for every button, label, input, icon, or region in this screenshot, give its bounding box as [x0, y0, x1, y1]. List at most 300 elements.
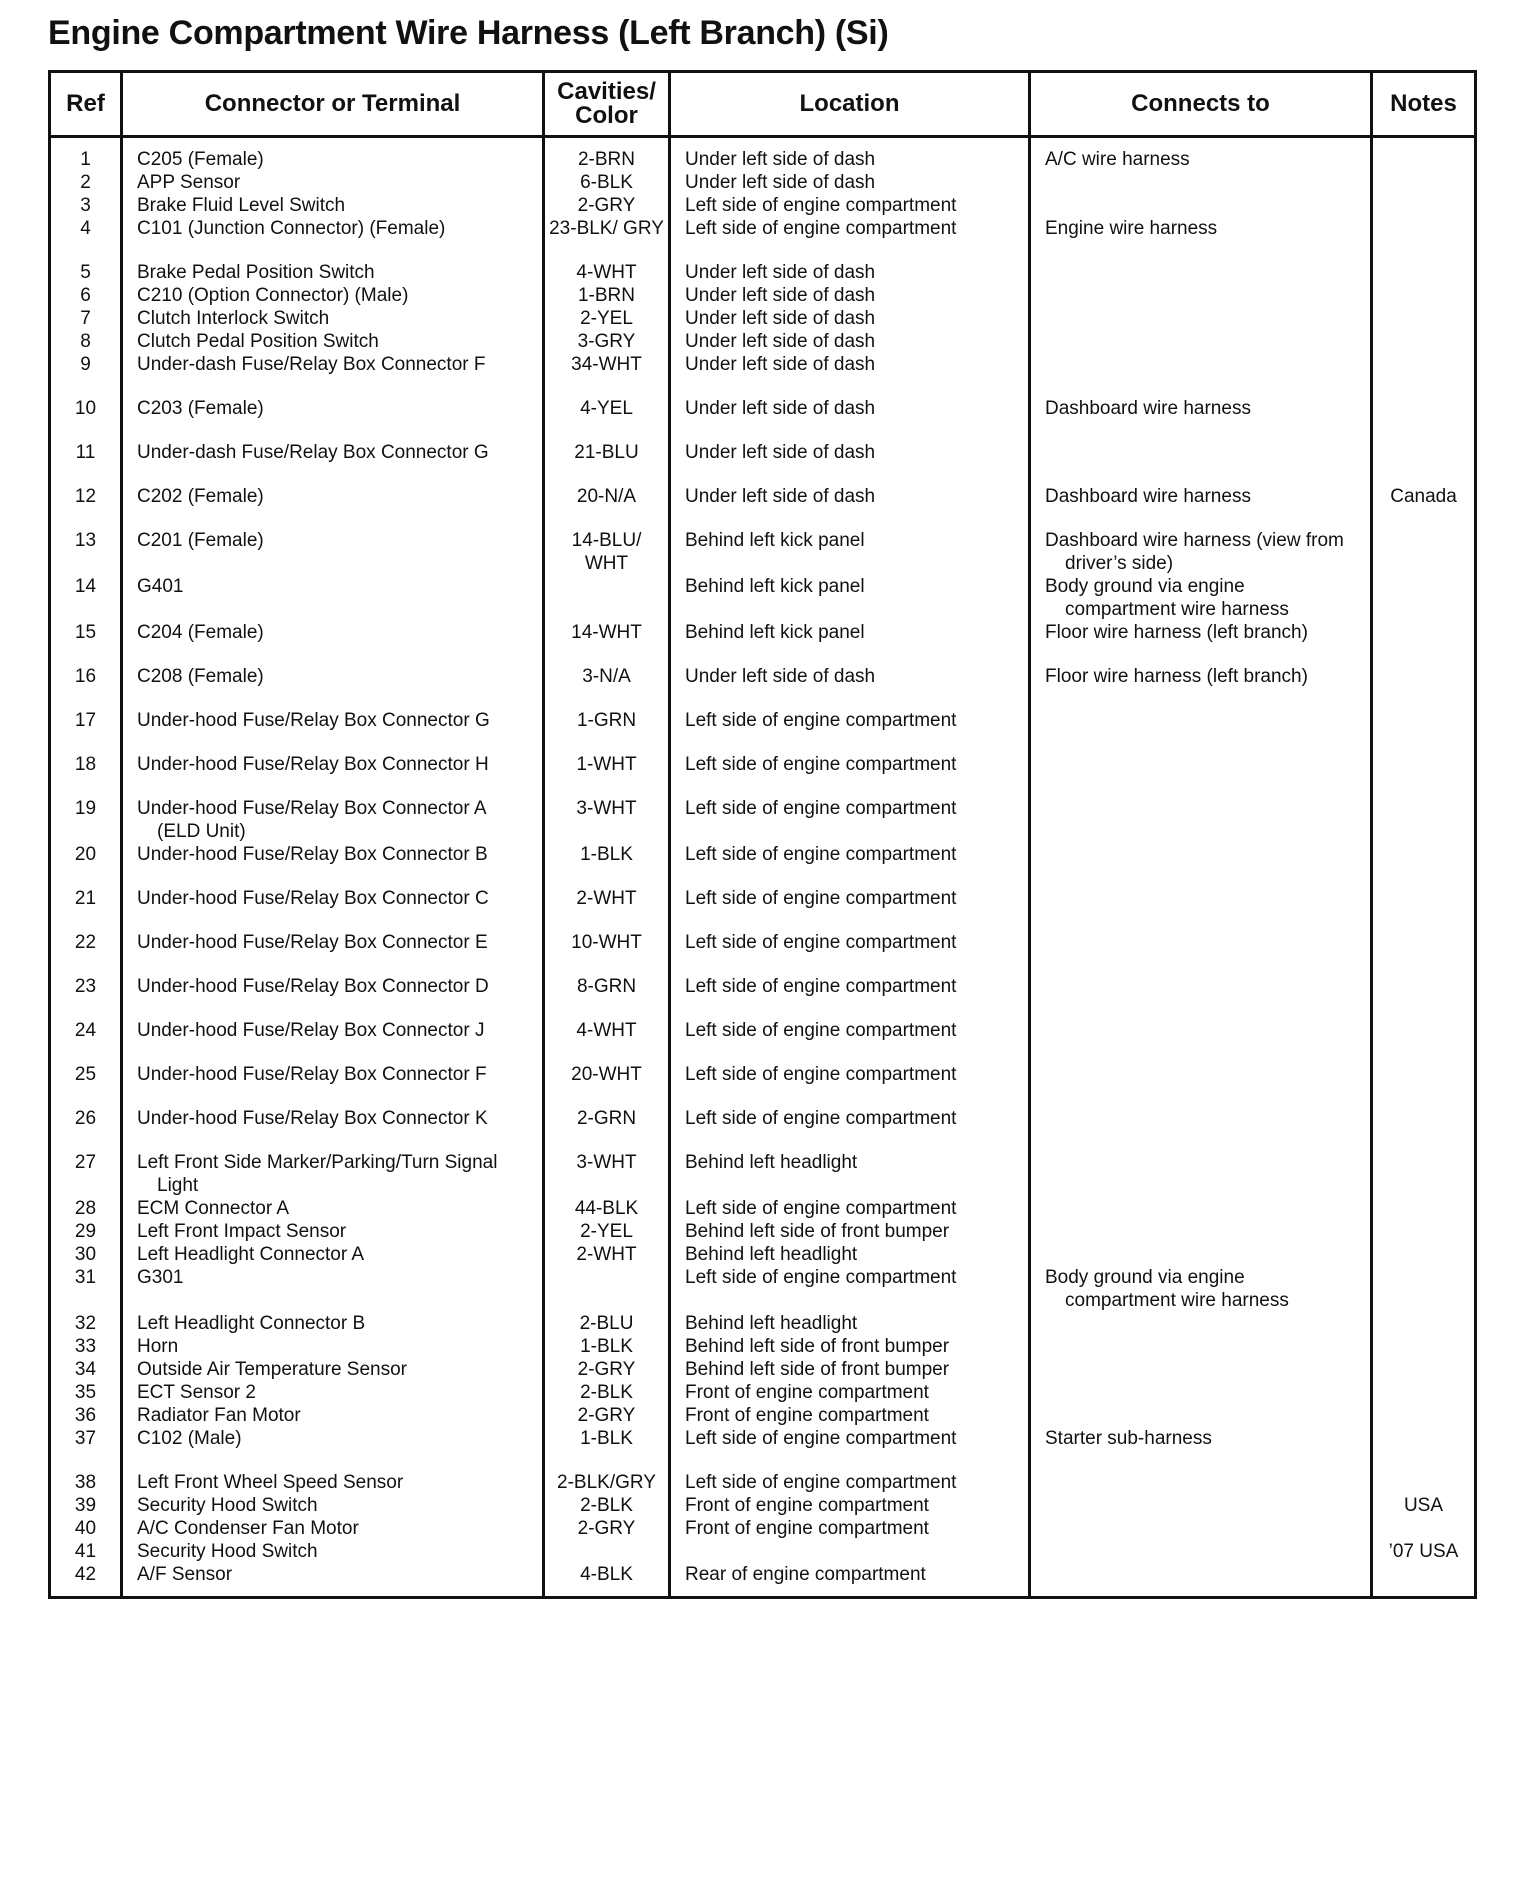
connects-to-text-continued: driver’s side)	[1065, 553, 1174, 574]
table-row	[50, 1243, 1476, 1266]
table-row	[50, 397, 1476, 441]
connector-name: C205 (Female)	[137, 149, 264, 170]
cell-connects-to	[1030, 1494, 1372, 1517]
cell-ref: 34	[50, 1358, 122, 1381]
table-row	[50, 261, 1476, 284]
cell-connects-to	[1030, 1063, 1372, 1107]
cell-location: Behind left side of front bumper	[670, 1358, 1030, 1381]
cell-ref: 42	[50, 1563, 122, 1586]
cell-location: Under left side of dash	[670, 441, 1030, 485]
cell-notes	[1372, 887, 1476, 931]
column-header-ref: Ref	[50, 72, 122, 137]
cell-location: Left side of engine compartment	[670, 1063, 1030, 1107]
cell-cavities-color: 14-BLU/ WHT	[544, 529, 670, 575]
cell-connector	[122, 1220, 544, 1243]
cell-notes	[1372, 975, 1476, 1019]
cell-notes	[1372, 1471, 1476, 1494]
cell-connects-to	[1030, 217, 1372, 261]
cell-ref: 24	[50, 1019, 122, 1063]
cell-connector	[122, 1335, 544, 1358]
connector-name: C202 (Female)	[137, 486, 264, 507]
page-title: Engine Compartment Wire Harness (Left Branch) (Si)	[48, 14, 889, 52]
cell-location: Left side of engine compartment	[670, 887, 1030, 931]
table-row	[50, 1220, 1476, 1243]
cell-cavities-color: 2-WHT	[544, 887, 670, 931]
connector-name: Under-hood Fuse/Relay Box Connector D	[137, 976, 489, 997]
cell-notes	[1372, 1404, 1476, 1427]
cell-notes	[1372, 217, 1476, 261]
connector-name: Under-hood Fuse/Relay Box Connector B	[137, 844, 488, 865]
connector-name-continued: (ELD Unit)	[157, 821, 246, 842]
cell-notes: ’07 USA	[1372, 1540, 1476, 1563]
cell-notes	[1372, 529, 1476, 575]
cell-connector	[122, 797, 544, 843]
cell-connector	[122, 575, 544, 621]
table-row	[50, 1381, 1476, 1404]
table-row	[50, 485, 1476, 529]
cell-connects-to	[1030, 753, 1372, 797]
cell-ref: 31	[50, 1266, 122, 1312]
cell-connector	[122, 665, 544, 709]
table-row	[50, 1151, 1476, 1197]
table-row	[50, 1266, 1476, 1312]
cell-notes	[1372, 1063, 1476, 1107]
cell-cavities-color: 10-WHT	[544, 931, 670, 975]
table-row	[50, 709, 1476, 753]
connector-name: G301	[137, 1267, 184, 1288]
cell-notes	[1372, 284, 1476, 307]
table-row	[50, 975, 1476, 1019]
cell-ref: 13	[50, 529, 122, 575]
column-header-notes: Notes	[1372, 72, 1476, 137]
table-row	[50, 1563, 1476, 1586]
cell-connects-to	[1030, 1381, 1372, 1404]
table-row	[50, 307, 1476, 330]
cell-notes	[1372, 148, 1476, 171]
cell-ref: 11	[50, 441, 122, 485]
connector-name: C201 (Female)	[137, 530, 264, 551]
table-row	[50, 529, 1476, 575]
cell-location: Under left side of dash	[670, 307, 1030, 330]
cell-connects-to	[1030, 194, 1372, 217]
cell-connects-to	[1030, 353, 1372, 397]
connector-name: Outside Air Temperature Sensor	[137, 1359, 408, 1380]
cell-connector	[122, 307, 544, 330]
cell-ref: 17	[50, 709, 122, 753]
cell-connector	[122, 753, 544, 797]
table-row	[50, 575, 1476, 621]
cell-location: Rear of engine compartment	[670, 1563, 1030, 1586]
connector-name: Left Front Wheel Speed Sensor	[137, 1472, 404, 1493]
cell-location: Under left side of dash	[670, 485, 1030, 529]
table-row	[50, 1427, 1476, 1471]
cell-connects-to	[1030, 1358, 1372, 1381]
connector-name: Left Front Side Marker/Parking/Turn Signal	[137, 1152, 498, 1173]
cell-notes: USA	[1372, 1494, 1476, 1517]
cell-ref: 30	[50, 1243, 122, 1266]
cell-connector	[122, 1404, 544, 1427]
cell-cavities-color: 2-BLU	[544, 1312, 670, 1335]
cell-location: Front of engine compartment	[670, 1381, 1030, 1404]
table-row	[50, 1471, 1476, 1494]
connects-to-text: Dashboard wire harness	[1045, 398, 1251, 419]
table-row	[50, 1107, 1476, 1151]
cell-notes	[1372, 1107, 1476, 1151]
connector-name: APP Sensor	[137, 172, 241, 193]
cell-cavities-color: 8-GRN	[544, 975, 670, 1019]
cell-location: Behind left kick panel	[670, 575, 1030, 621]
table-row	[50, 887, 1476, 931]
cell-connects-to	[1030, 1471, 1372, 1494]
cell-connector	[122, 529, 544, 575]
cell-connector	[122, 975, 544, 1019]
cell-location: Under left side of dash	[670, 330, 1030, 353]
cell-connects-to	[1030, 1243, 1372, 1266]
cell-ref: 10	[50, 397, 122, 441]
table-row	[50, 1063, 1476, 1107]
cell-location: Left side of engine compartment	[670, 1471, 1030, 1494]
cell-connector	[122, 1197, 544, 1220]
cell-location: Left side of engine compartment	[670, 1107, 1030, 1151]
cell-connects-to	[1030, 1107, 1372, 1151]
cell-location: Front of engine compartment	[670, 1494, 1030, 1517]
cell-connector	[122, 1517, 544, 1540]
cell-notes	[1372, 1312, 1476, 1335]
cell-cavities-color: 44-BLK	[544, 1197, 670, 1220]
cell-connects-to	[1030, 330, 1372, 353]
cell-connects-to	[1030, 284, 1372, 307]
cell-location: Left side of engine compartment	[670, 1427, 1030, 1471]
connector-name: Clutch Interlock Switch	[137, 308, 330, 329]
cell-location: Left side of engine compartment	[670, 843, 1030, 887]
table-row	[50, 217, 1476, 261]
cell-cavities-color: 2-GRY	[544, 1358, 670, 1381]
connector-name: Under-hood Fuse/Relay Box Connector F	[137, 1064, 487, 1085]
cell-connects-to	[1030, 1540, 1372, 1563]
connects-to-text: Starter sub-harness	[1045, 1428, 1212, 1449]
cell-location: Left side of engine compartment	[670, 797, 1030, 843]
cell-connector	[122, 1471, 544, 1494]
cell-connector	[122, 485, 544, 529]
cell-location: Under left side of dash	[670, 353, 1030, 397]
cell-connector	[122, 887, 544, 931]
cell-connector	[122, 1151, 544, 1197]
table-row	[50, 1404, 1476, 1427]
cell-ref: 26	[50, 1107, 122, 1151]
cell-connects-to	[1030, 441, 1372, 485]
cell-ref: 41	[50, 1540, 122, 1563]
table-row	[50, 330, 1476, 353]
cell-ref: 19	[50, 797, 122, 843]
cell-connector	[122, 1107, 544, 1151]
cell-location: Under left side of dash	[670, 284, 1030, 307]
cell-connector	[122, 261, 544, 284]
cell-ref: 27	[50, 1151, 122, 1197]
cell-ref: 1	[50, 148, 122, 171]
cell-notes	[1372, 330, 1476, 353]
cell-location: Under left side of dash	[670, 148, 1030, 171]
cell-notes	[1372, 1266, 1476, 1312]
cell-connects-to	[1030, 843, 1372, 887]
connector-name: C203 (Female)	[137, 398, 264, 419]
table-row	[50, 1358, 1476, 1381]
table-row	[50, 621, 1476, 665]
table-body	[50, 137, 1476, 1598]
cell-connector	[122, 1243, 544, 1266]
cell-notes	[1372, 843, 1476, 887]
cell-notes	[1372, 1197, 1476, 1220]
cell-location: Left side of engine compartment	[670, 217, 1030, 261]
cell-ref: 14	[50, 575, 122, 621]
cell-connector	[122, 1063, 544, 1107]
cell-connects-to	[1030, 171, 1372, 194]
cell-connector	[122, 931, 544, 975]
cell-connects-to	[1030, 1427, 1372, 1471]
connects-to-text: Body ground via engine	[1045, 576, 1245, 597]
table-row	[50, 284, 1476, 307]
cell-notes	[1372, 1243, 1476, 1266]
connector-name: A/C Condenser Fan Motor	[137, 1518, 359, 1539]
cell-notes	[1372, 575, 1476, 621]
connector-name: C204 (Female)	[137, 622, 264, 643]
cell-notes	[1372, 1563, 1476, 1586]
cell-notes	[1372, 709, 1476, 753]
cell-notes	[1372, 1427, 1476, 1471]
cell-cavities-color	[544, 1540, 670, 1563]
connector-name: Under-hood Fuse/Relay Box Connector H	[137, 754, 489, 775]
connector-name: Radiator Fan Motor	[137, 1405, 301, 1426]
cell-cavities-color: 2-GRY	[544, 1404, 670, 1427]
cell-connector	[122, 1494, 544, 1517]
cell-notes: Canada	[1372, 485, 1476, 529]
cell-ref: 35	[50, 1381, 122, 1404]
cell-ref: 32	[50, 1312, 122, 1335]
connects-to-text: A/C wire harness	[1045, 149, 1190, 170]
cell-cavities-color: 6-BLK	[544, 171, 670, 194]
cell-ref: 2	[50, 171, 122, 194]
cell-ref: 40	[50, 1517, 122, 1540]
connects-to-text-continued: compartment wire harness	[1065, 1290, 1289, 1311]
cell-connects-to	[1030, 1404, 1372, 1427]
cell-ref: 15	[50, 621, 122, 665]
cell-notes	[1372, 194, 1476, 217]
table-header-row	[50, 72, 1476, 137]
cell-location: Left side of engine compartment	[670, 709, 1030, 753]
table-row	[50, 1197, 1476, 1220]
cell-cavities-color: 2-GRN	[544, 1107, 670, 1151]
cell-cavities-color: 1-BLK	[544, 1427, 670, 1471]
cell-notes	[1372, 441, 1476, 485]
cell-ref: 25	[50, 1063, 122, 1107]
cell-location: Under left side of dash	[670, 171, 1030, 194]
cell-connects-to	[1030, 665, 1372, 709]
cell-connects-to	[1030, 1151, 1372, 1197]
connector-name: Under-hood Fuse/Relay Box Connector J	[137, 1020, 485, 1041]
cell-location: Behind left side of front bumper	[670, 1220, 1030, 1243]
connector-name: G401	[137, 576, 184, 597]
cell-ref: 9	[50, 353, 122, 397]
cell-cavities-color: 4-WHT	[544, 261, 670, 284]
cell-cavities-color: 2-YEL	[544, 1220, 670, 1243]
cell-connects-to	[1030, 621, 1372, 665]
cell-ref: 20	[50, 843, 122, 887]
table-row	[50, 931, 1476, 975]
cell-connects-to	[1030, 529, 1372, 575]
cell-location: Under left side of dash	[670, 397, 1030, 441]
cell-ref: 39	[50, 1494, 122, 1517]
table-row	[50, 1312, 1476, 1335]
cell-connector	[122, 284, 544, 307]
cell-cavities-color	[544, 1266, 670, 1312]
cell-connects-to	[1030, 1517, 1372, 1540]
table-row	[50, 665, 1476, 709]
connector-name: A/F Sensor	[137, 1564, 233, 1585]
cell-location: Behind left headlight	[670, 1243, 1030, 1266]
cell-connector	[122, 709, 544, 753]
cell-connector	[122, 353, 544, 397]
connector-name: ECT Sensor 2	[137, 1382, 256, 1403]
cell-connector	[122, 1427, 544, 1471]
cell-ref: 23	[50, 975, 122, 1019]
connector-name: C101 (Junction Connector) (Female)	[137, 218, 446, 239]
cell-ref: 18	[50, 753, 122, 797]
connector-name: Clutch Pedal Position Switch	[137, 331, 379, 352]
cell-cavities-color: 23-BLK/ GRY	[544, 217, 670, 261]
cell-cavities-color: 14-WHT	[544, 621, 670, 665]
cell-ref: 28	[50, 1197, 122, 1220]
cell-connector	[122, 148, 544, 171]
cell-ref: 6	[50, 284, 122, 307]
cell-cavities-color: 2-BLK	[544, 1381, 670, 1404]
cell-cavities-color: 2-YEL	[544, 307, 670, 330]
connector-name: C208 (Female)	[137, 666, 264, 687]
column-header-cavities-line1: Cavities/	[557, 78, 656, 105]
cell-location: Left side of engine compartment	[670, 1197, 1030, 1220]
connector-name: Security Hood Switch	[137, 1541, 318, 1562]
cell-connects-to	[1030, 307, 1372, 330]
cell-cavities-color: 1-BLK	[544, 1335, 670, 1358]
cell-cavities-color: 2-BLK/GRY	[544, 1471, 670, 1494]
cell-ref: 12	[50, 485, 122, 529]
cell-ref: 38	[50, 1471, 122, 1494]
cell-cavities-color: 3-N/A	[544, 665, 670, 709]
cell-location: Left side of engine compartment	[670, 753, 1030, 797]
cell-notes	[1372, 397, 1476, 441]
cell-notes	[1372, 353, 1476, 397]
cell-ref: 33	[50, 1335, 122, 1358]
cell-connects-to	[1030, 575, 1372, 621]
cell-connector	[122, 843, 544, 887]
table-row	[50, 1335, 1476, 1358]
connector-table	[48, 70, 1477, 1599]
connects-to-text: Dashboard wire harness	[1045, 486, 1251, 507]
cell-ref: 37	[50, 1427, 122, 1471]
connects-to-text: Floor wire harness (left branch)	[1045, 622, 1308, 643]
cell-connector	[122, 621, 544, 665]
cell-location: Left side of engine compartment	[670, 931, 1030, 975]
cell-cavities-color: 2-GRY	[544, 194, 670, 217]
cell-notes	[1372, 1220, 1476, 1243]
cell-notes	[1372, 1335, 1476, 1358]
cell-location: Left side of engine compartment	[670, 1019, 1030, 1063]
connector-name: Horn	[137, 1336, 179, 1357]
cell-ref: 8	[50, 330, 122, 353]
cell-connects-to	[1030, 397, 1372, 441]
cell-connects-to	[1030, 485, 1372, 529]
connector-name: Left Headlight Connector B	[137, 1313, 366, 1334]
cell-ref: 4	[50, 217, 122, 261]
connector-name: Under-dash Fuse/Relay Box Connector F	[137, 354, 486, 375]
cell-ref: 7	[50, 307, 122, 330]
connects-to-text: Engine wire harness	[1045, 218, 1218, 239]
cell-notes	[1372, 753, 1476, 797]
cell-notes	[1372, 1381, 1476, 1404]
cell-cavities-color: 4-WHT	[544, 1019, 670, 1063]
cell-cavities-color: 4-YEL	[544, 397, 670, 441]
cell-notes	[1372, 621, 1476, 665]
cell-connector	[122, 1563, 544, 1586]
table-row	[50, 843, 1476, 887]
connects-to-text: Body ground via engine	[1045, 1267, 1245, 1288]
cell-ref: 21	[50, 887, 122, 931]
connector-name: Under-hood Fuse/Relay Box Connector A	[137, 798, 487, 819]
cell-cavities-color: 1-GRN	[544, 709, 670, 753]
connector-name: Left Front Impact Sensor	[137, 1221, 347, 1242]
connector-name: Brake Pedal Position Switch	[137, 262, 375, 283]
connector-name: Security Hood Switch	[137, 1495, 318, 1516]
cell-connects-to	[1030, 1266, 1372, 1312]
cell-location: Behind left kick panel	[670, 529, 1030, 575]
cell-cavities-color: 20-WHT	[544, 1063, 670, 1107]
cell-location: Left side of engine compartment	[670, 1266, 1030, 1312]
cell-connector	[122, 441, 544, 485]
cell-connects-to	[1030, 797, 1372, 843]
cell-ref: 5	[50, 261, 122, 284]
cell-notes	[1372, 931, 1476, 975]
cell-cavities-color: 3-WHT	[544, 1151, 670, 1197]
cell-cavities-color: 2-BLK	[544, 1494, 670, 1517]
cell-ref: 3	[50, 194, 122, 217]
cell-connector	[122, 397, 544, 441]
connector-name: Under-hood Fuse/Relay Box Connector E	[137, 932, 488, 953]
cell-cavities-color: 20-N/A	[544, 485, 670, 529]
cell-cavities-color: 2-WHT	[544, 1243, 670, 1266]
cell-connects-to	[1030, 931, 1372, 975]
connects-to-text: Floor wire harness (left branch)	[1045, 666, 1308, 687]
cell-connector	[122, 171, 544, 194]
cell-cavities-color: 4-BLK	[544, 1563, 670, 1586]
cell-location: Behind left headlight	[670, 1151, 1030, 1197]
cell-location	[670, 1540, 1030, 1563]
cell-location: Under left side of dash	[670, 665, 1030, 709]
connector-name: C210 (Option Connector) (Male)	[137, 285, 409, 306]
connector-name: ECM Connector A	[137, 1198, 290, 1219]
cell-cavities-color: 3-WHT	[544, 797, 670, 843]
table-row	[50, 1019, 1476, 1063]
connects-to-text: Dashboard wire harness (view from	[1045, 530, 1344, 551]
cell-location: Behind left headlight	[670, 1312, 1030, 1335]
cell-notes	[1372, 1358, 1476, 1381]
connector-name: C102 (Male)	[137, 1428, 242, 1449]
table-row	[50, 1494, 1476, 1517]
cell-location: Under left side of dash	[670, 261, 1030, 284]
connector-name: Left Headlight Connector A	[137, 1244, 365, 1265]
cell-ref: 22	[50, 931, 122, 975]
table-row	[50, 797, 1476, 843]
cell-location: Behind left side of front bumper	[670, 1335, 1030, 1358]
cell-notes	[1372, 1517, 1476, 1540]
cell-location: Left side of engine compartment	[670, 194, 1030, 217]
